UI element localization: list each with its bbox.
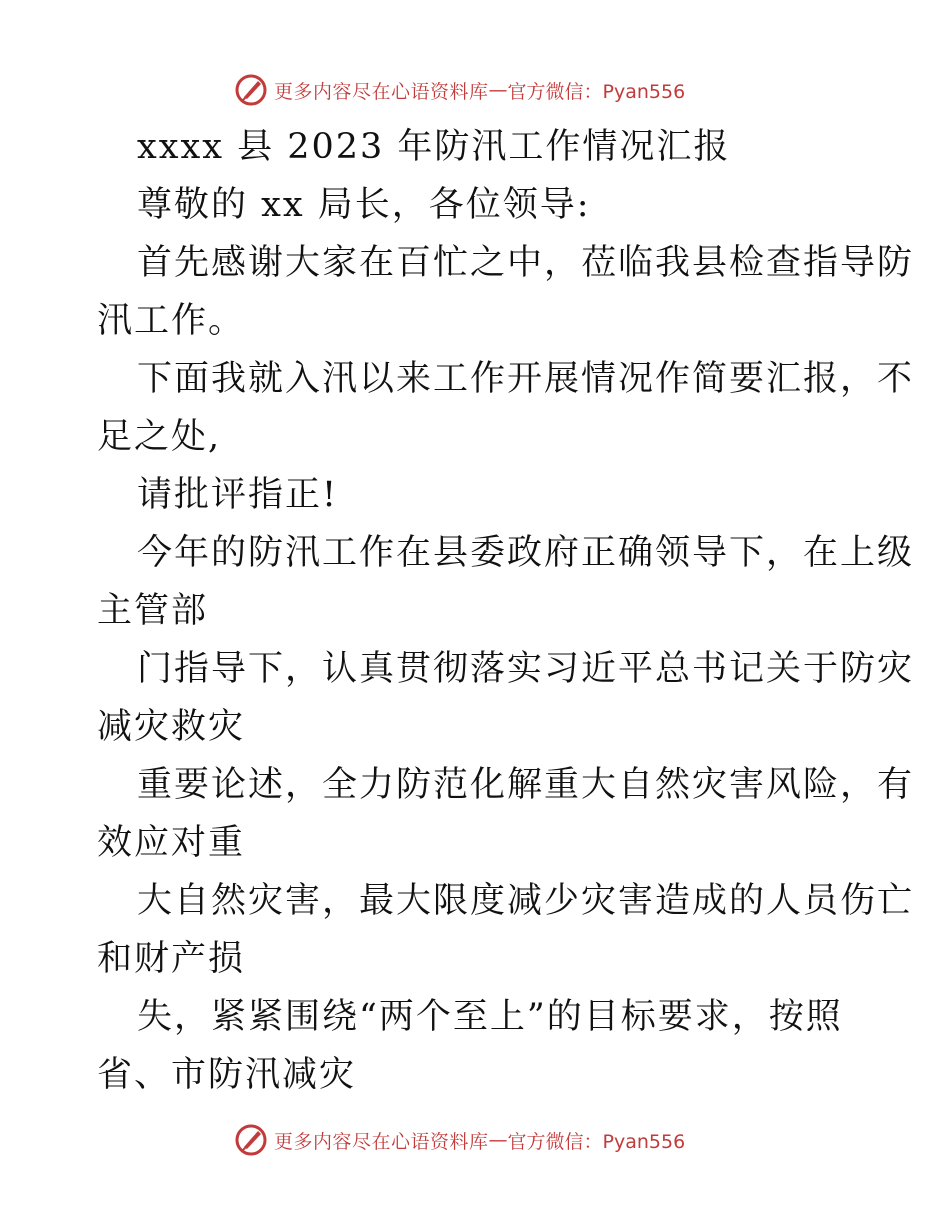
body-line: 大自然灾害，最大限度减少灾害造成的人员伤亡 [137,881,915,921]
body-line: 首先感谢大家在百忙之中，莅临我县检查指导防 [137,243,915,283]
body-line: 省、市防汛减灾 [97,1055,357,1095]
body-line: 失，紧紧围绕“两个至上”的目标要求，按照 [137,997,843,1037]
body-line: 请批评指正! [137,475,339,515]
header-watermark-banner [234,72,685,108]
body-line: 门指导下，认真贯彻落实习近平总书记关于防灾 [137,649,915,689]
banner-text: 更多内容尽在心语资料库 [274,1130,489,1153]
banner-dash: — [488,1129,508,1151]
banner-dash: — [488,79,508,101]
body-line: 今年的防汛工作在县委政府正确领导下，在上级 [137,533,915,573]
body-line: 和财产损 [97,939,246,979]
body-line: 效应对重 [97,823,246,863]
body-line: 减灾救灾 [97,707,246,747]
salutation: 尊敬的 xx 局长，各位领导: [137,185,591,225]
body-line: 重要论述，全力防范化解重大自然灾害风险，有 [137,765,915,805]
body-line: 汛工作。 [97,301,246,341]
quill-circle-icon [234,73,268,107]
banner-text: 更多内容尽在心语资料库 [274,80,489,103]
quill-circle-icon [234,1123,268,1157]
body-line: 主管部 [97,591,209,631]
document-body [97,118,915,1104]
banner-contact: 官方微信：Pyan556 [507,80,686,103]
document-title: xxxx 县 2023 年防汛工作情况汇报 [137,127,731,167]
banner-contact: 官方微信：Pyan556 [507,1130,686,1153]
body-line: 足之处, [97,417,222,457]
footer-watermark-banner [234,1122,685,1158]
body-line: 下面我就入汛以来工作开展情况作简要汇报，不 [137,359,915,399]
